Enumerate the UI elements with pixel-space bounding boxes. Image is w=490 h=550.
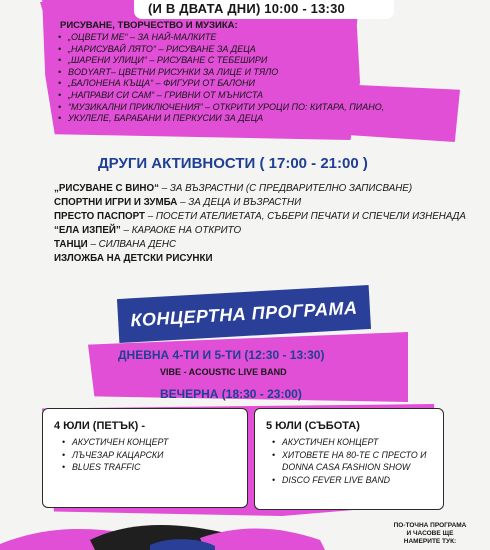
activity-desc: – КАРАОКЕ НА ОТКРИТО [120,225,242,236]
other-activities-heading: ДРУГИ АКТИВНОСТИ ( 17:00 - 21:00 ) [98,155,368,172]
list-item: • „НАПРАВИ СИ САМ“ – ГРИВНИ ОТ МЪНИСТА [56,90,384,102]
list-item: • ХИТОВЕТЕ НА 80-ТЕ С ПРЕСТО И [270,449,426,462]
creative-list [56,32,384,125]
activity-name: СПОРТНИ ИГРИ И ЗУМБА [54,197,178,208]
top-heading: (И В ДВАТА ДНИ) 10:00 - 13:30 [148,1,345,16]
note-line: НАМЕРИТЕ ТУК: [403,538,457,545]
list-item: • АКУСТИЧЕН КОНЦЕРТ [270,436,426,449]
activity-name: „РИСУВАНЕ С ВИНО“ [54,183,160,194]
daily-band: VIBE - ACOUSTIC LIVE BAND [160,367,287,377]
other-activities-list [54,182,466,266]
list-item: • ЛЪЧЕЗАР КАЦАРСКИ [60,449,168,462]
activity-row [54,196,466,210]
day1-title: 4 ЮЛИ (ПЕТЪК) - [54,420,146,432]
decorative-paint-waves [0,500,490,550]
list-item: • „НАРИСУВАЙ ЛЯТО“ – РИСУВАНЕ ЗА ДЕЦА [56,44,384,56]
activity-name: “ЕЛА ИЗПЕЙ” [54,225,121,236]
activity-row [54,252,466,266]
day2-list [270,436,426,486]
daily-heading: ДНЕВНА 4-ТИ И 5-ТИ (12:30 - 13:30) [118,348,325,362]
activity-row [54,210,466,224]
list-item: • „ОЦВЕТИ МЕ“ – ЗА НАЙ-МАЛКИТЕ [56,32,384,44]
note-line: И ЧАСОВЕ ЩЕ [406,530,454,537]
list-item: • BLUES TRAFFIC [60,461,168,474]
activity-desc: – ПОСЕТИ АТЕЛИЕТАТА, СЪБЕРИ ПЕЧАТИ И СПЕЧЕЛИ ИЗНЕНАДА [145,211,466,222]
evening-heading: ВЕЧЕРНА (18:30 - 23:00) [160,387,302,401]
list-item: • BODYART– ЦВЕТНИ РИСУНКИ ЗА ЛИЦЕ И ТЯЛО [56,67,384,79]
list-item: • АКУСТИЧЕН КОНЦЕРТ [60,436,168,449]
day1-list [60,436,168,474]
list-item: • DISCO FEVER LIVE BAND [270,474,426,487]
activity-desc: – ЗА ВЪЗРАСТНИ (С ПРЕДВАРИТЕЛНО ЗАПИСВАНЕ) [159,183,413,194]
creative-category: РИСУВАНЕ, ТВОРЧЕСТВО И МУЗИКА: [60,20,238,31]
note-line: ПО-ТОЧНА ПРОГРАМА [393,522,467,529]
activity-name: ИЗЛОЖБА НА ДЕТСКИ РИСУНКИ [54,253,213,264]
activity-desc: – ЗА ДЕЦА И ВЪЗРАСТНИ [177,197,302,208]
activity-name: ТАНЦИ [54,239,88,250]
list-item: • „БАЛОНЕНА КЪЩА“ – ФИГУРИ ОТ БАЛОНИ [56,78,384,90]
activity-desc: – СИЛВАНА ДЕНС [87,239,177,250]
activity-row [54,238,466,252]
concert-program-banner: КОНЦЕРТНА ПРОГРАМА [117,285,371,343]
list-item-continuation: DONNA CASA FASHION SHOW [282,462,411,472]
activity-name: ПРЕСТО ПАСПОРТ [54,211,146,222]
list-item: • “МУЗИКАЛНИ ПРИКЛЮЧЕНИЯ” – ОТКРИТИ УРОЦИ ПО: КИТАРА, ПИАНО, [56,102,384,114]
list-item-continuation: • УКУЛЕЛЕ, БАРАБАНИ И ПЕРКУСИИ ЗА ДЕЦА [56,113,384,125]
activity-row [54,182,466,196]
day2-title: 5 ЮЛИ (СЪБОТА) [266,420,360,432]
list-item: • „ШАРЕНИ УЛИЦИ“ – РИСУВАНЕ С ТЕБЕШИРИ [56,55,384,67]
activity-row [54,224,466,238]
